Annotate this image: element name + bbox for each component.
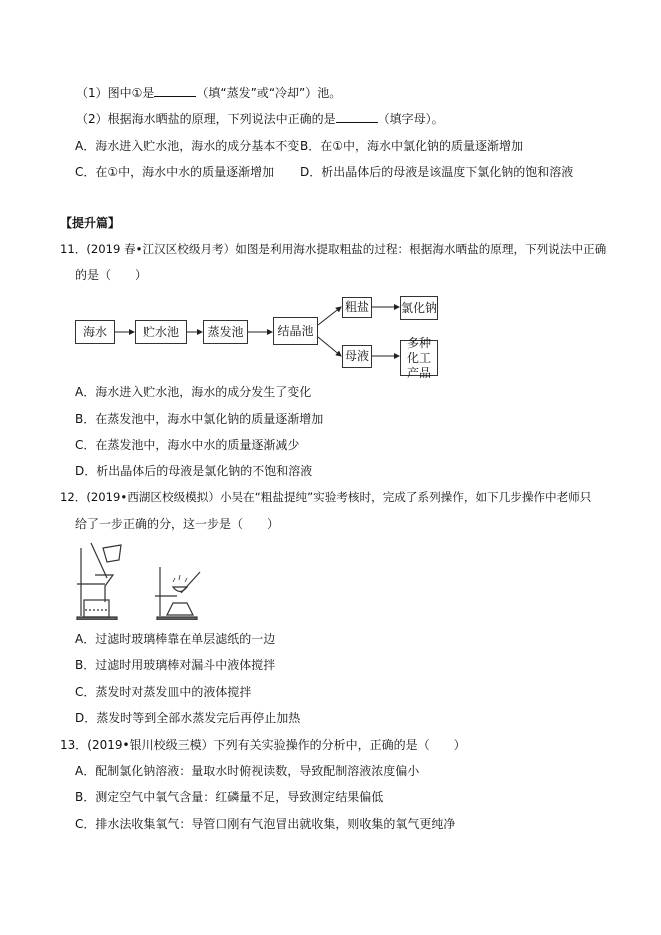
q11-stem-cont: 的是（ ） [75, 268, 148, 282]
flow-box-crystallization: 结晶池 [273, 317, 318, 345]
q10-option-c: C．在①中，海水中水的质量逐渐增加 [75, 165, 275, 179]
q11-option-b: B．在蒸发池中，海水中氯化钠的质量逐渐增加 [75, 412, 324, 426]
q12-option-c: C．蒸发时对蒸发皿中的液体搅拌 [75, 685, 252, 699]
flow-box-evaporation: 蒸发池 [203, 320, 248, 344]
flow-box-seawater: 海水 [75, 320, 115, 344]
q13-option-c: C．排水法收集氧气：导管口刚有气泡冒出就收集，则收集的氧气更纯净 [75, 817, 456, 831]
q12-option-d: D．蒸发时等到全部水蒸发完后再停止加热 [75, 711, 301, 725]
q12-stem-cont: 给了一步正确的分，这一步是（ ） [75, 517, 280, 531]
q13-option-b: B．测定空气中氧气含量：红磷量不足，导致测定结果偏低 [75, 790, 384, 804]
q10-option-a: A．海水进入贮水池，海水的成分基本不变 [75, 139, 300, 153]
q10-option-b: B．在①中，海水中氯化钠的质量逐渐增加 [300, 139, 523, 153]
flow-box-crude-salt: 粗盐 [342, 297, 372, 318]
section-title: 【提升篇】 [60, 216, 121, 230]
q10-part2-text: （2）根据海水晒盐的原理，下列说法中正确的是 [76, 112, 336, 126]
q11-stem: 11．(2019 春•江汉区校级月考）如图是利用海水提取粗盐的过程：根据海水晒盐的原理，下列说法中正确 [60, 242, 607, 256]
q12-option-b: B．过滤时用玻璃棒对漏斗中液体搅拌 [75, 658, 276, 672]
q11-option-a: A．海水进入贮水池，海水的成分发生了变化 [75, 385, 312, 399]
flow-box-products: 多种化工产品 [400, 340, 438, 376]
flow-box-mother-liquor: 母液 [342, 345, 372, 368]
q10-part2-text2: （填字母）。 [377, 112, 444, 126]
q10-part1-text2: （填“蒸发”或“冷却”）池。 [196, 86, 342, 100]
q11-option-c: C．在蒸发池中，海水中水的质量逐渐减少 [75, 438, 300, 452]
q13-stem: 13．(2019•银川校级三模）下列有关实验操作的分析中，正确的是（ ） [60, 738, 466, 752]
flow-box-storage: 贮水池 [135, 320, 187, 344]
q13-option-a: A．配制氯化钠溶液：量取水时俯视读数，导致配制溶液浓度偏小 [75, 764, 420, 778]
q10-option-d: D．析出晶体后的母液是该温度下氯化钠的饱和溶液 [300, 165, 574, 179]
q10-part1-text: （1）图中①是 [76, 86, 155, 100]
q11-option-d: D．析出晶体后的母液是氯化钠的不饱和溶液 [75, 464, 313, 478]
flow-box-nacl: 氯化钠 [400, 296, 438, 320]
lab-apparatus-illustration [75, 540, 225, 620]
q12-stem: 12．(2019•西湖区校级模拟）小吴在“粗盐提纯”实验考核时，完成了系列操作，如下几步操作中老师只 [60, 490, 592, 504]
q12-option-a: A．过滤时玻璃棒靠在单层滤纸的一边 [75, 632, 276, 646]
